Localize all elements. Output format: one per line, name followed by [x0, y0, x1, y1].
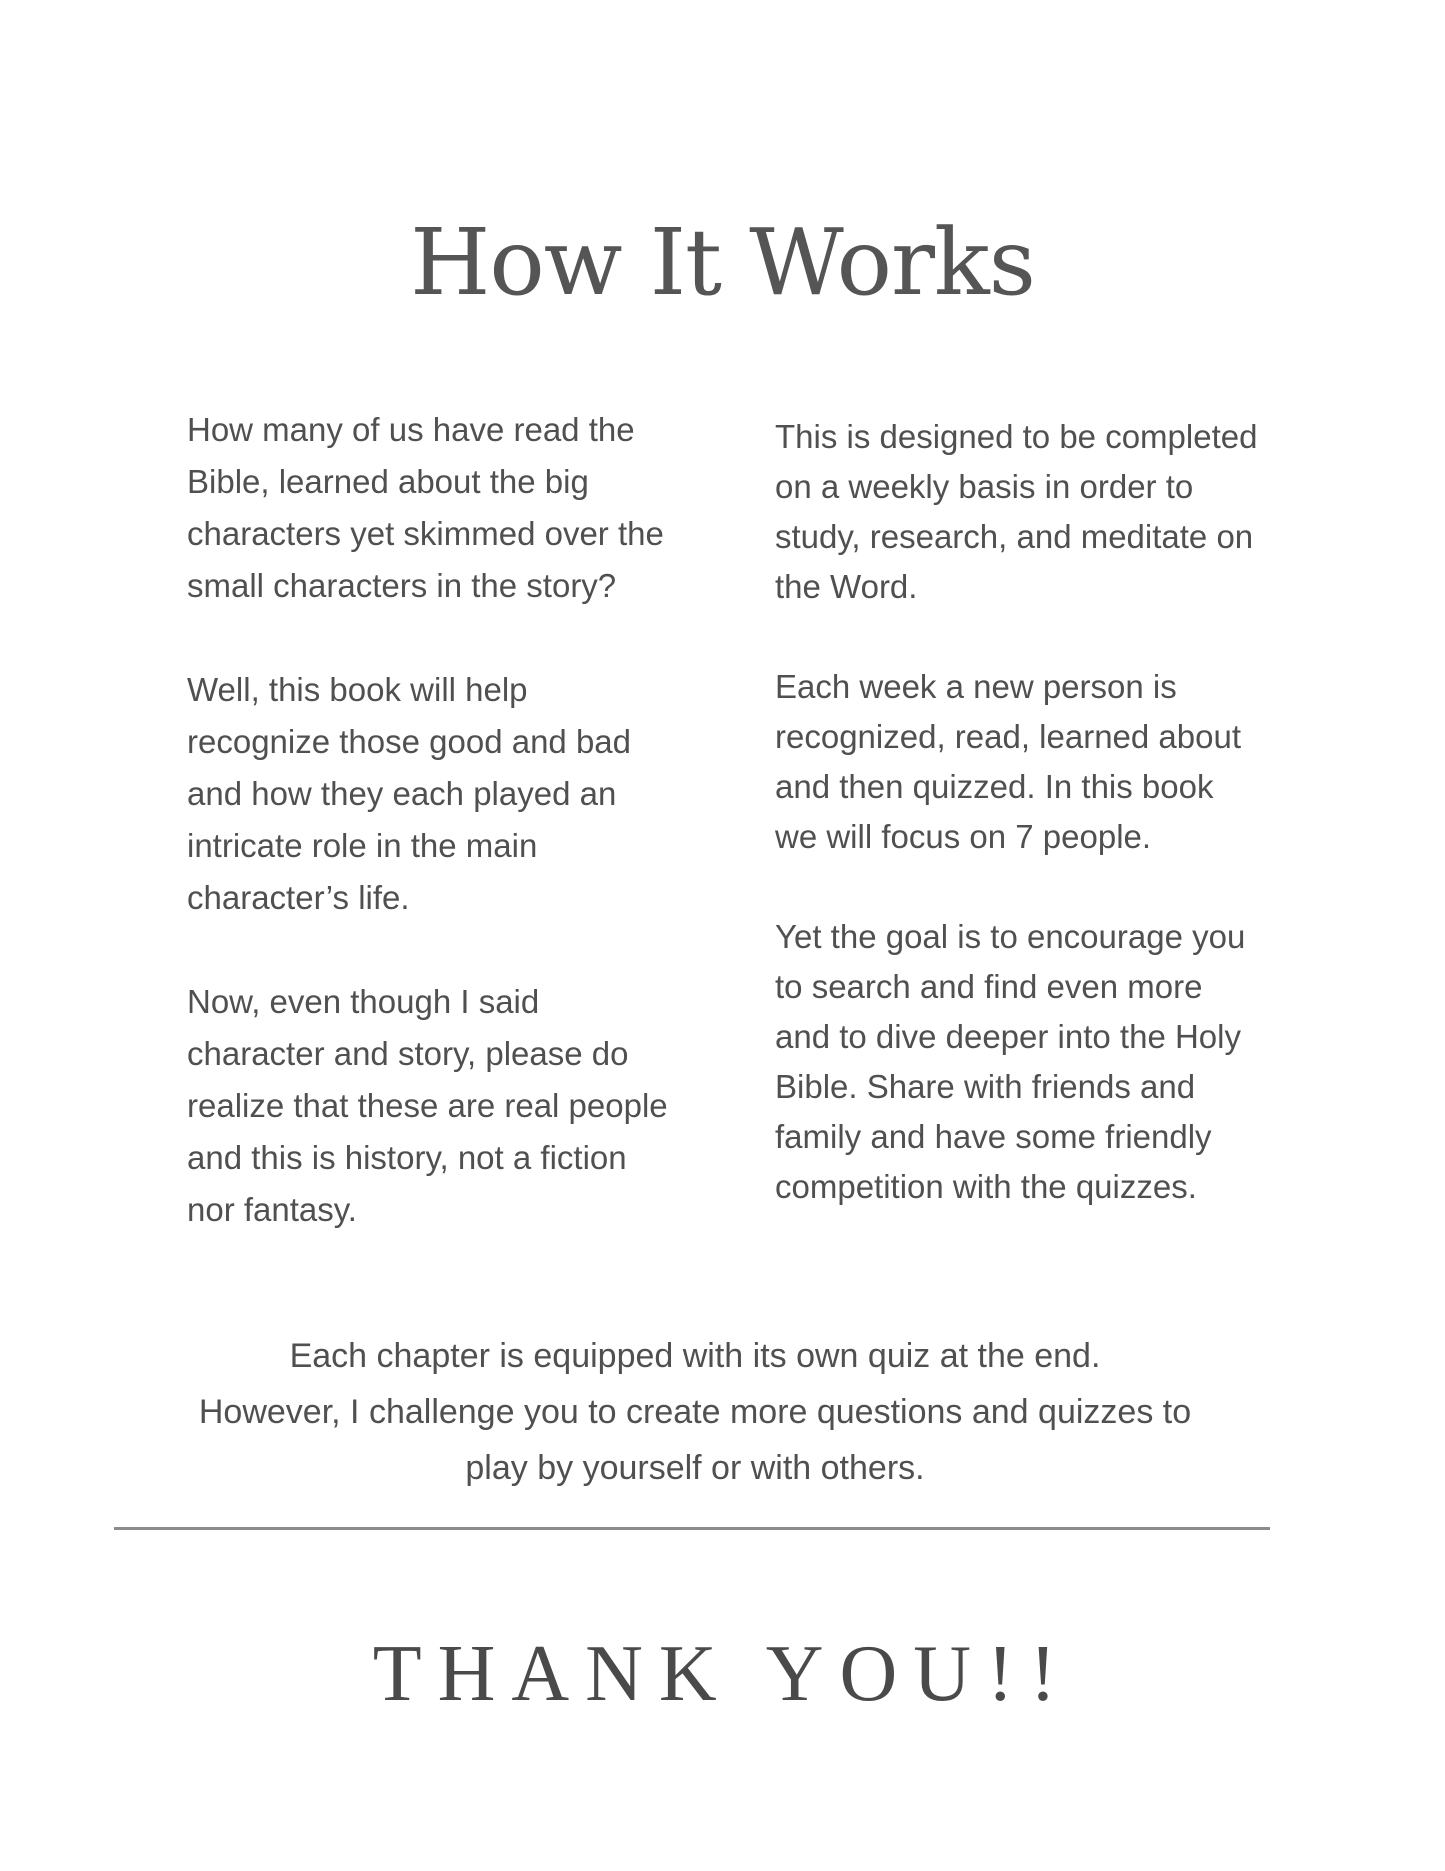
- page-title: How It Works: [410, 209, 1035, 316]
- left-paragraph-3: Now, even though I said character and story, please do realize that these are real people and this is history, not a fiction nor fantasy.: [187, 983, 668, 1228]
- right-paragraph-2: Each week a new person is recognized, read, learned about and then quizzed. In this book we will focus on 7 people.: [775, 668, 1241, 855]
- thank-you-heading: THANK YOU!!: [372, 1630, 1073, 1718]
- right-paragraph-1: This is designed to be completed on a weekly basis in order to study, research, and meditate on the Word.: [775, 418, 1258, 605]
- left-paragraph-2: Well, this book will help recognize those good and bad and how they each played an intricate role in the main character’s life.: [187, 671, 632, 916]
- right-column: [775, 412, 1355, 1212]
- right-paragraph-3: Yet the goal is to encourage you to search and find even more and to dive deeper into the Holy Bible. Share with friends and family and have some friendly competition with the quizzes.: [775, 918, 1246, 1205]
- left-column: [187, 404, 747, 1236]
- left-paragraph-1: How many of us have read the Bible, learned about the big characters yet skimmed over the small characters in the story?: [187, 411, 664, 604]
- quiz-note: Each chapter is equipped with its own quiz at the end. However, I challenge you to create more questions and quizzes to play by yourself or with others.: [198, 1337, 1192, 1487]
- divider-line: [114, 1527, 1270, 1530]
